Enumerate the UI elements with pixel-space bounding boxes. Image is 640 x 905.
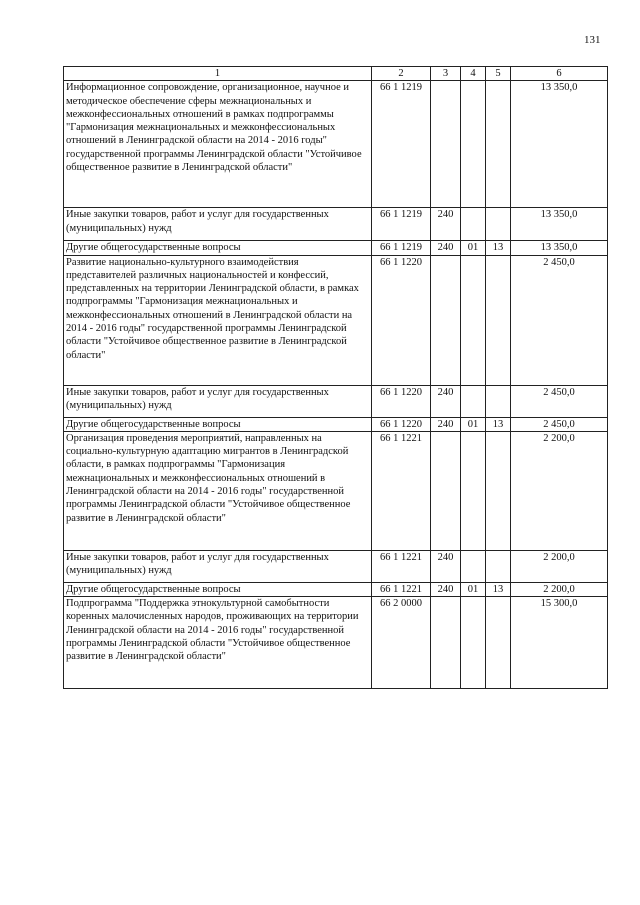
row-amount: 2 450,0	[511, 385, 608, 417]
row-name: Другие общегосударственные вопросы	[64, 241, 372, 255]
row-amount: 2 200,0	[511, 550, 608, 582]
row-subsection	[486, 550, 511, 582]
row-expense-type	[431, 597, 461, 689]
row-amount: 2 200,0	[511, 431, 608, 550]
row-name: Иные закупки товаров, работ и услуг для государственных (муниципальных) нужд	[64, 550, 372, 582]
row-section	[461, 208, 486, 241]
row-name: Иные закупки товаров, работ и услуг для государственных (муниципальных) нужд	[64, 208, 372, 241]
row-target-code: 66 1 1219	[372, 208, 431, 241]
table-row	[64, 255, 608, 385]
row-section	[461, 255, 486, 385]
header-cell-3: 3	[431, 67, 461, 81]
row-target-code: 66 1 1221	[372, 582, 431, 596]
row-expense-type	[431, 81, 461, 208]
row-subsection	[486, 255, 511, 385]
row-expense-type: 240	[431, 550, 461, 582]
row-subsection: 13	[486, 582, 511, 596]
row-target-code: 66 1 1220	[372, 255, 431, 385]
row-target-code: 66 1 1221	[372, 550, 431, 582]
row-section	[461, 385, 486, 417]
row-amount: 13 350,0	[511, 81, 608, 208]
row-expense-type	[431, 431, 461, 550]
row-expense-type: 240	[431, 208, 461, 241]
row-target-code: 66 1 1220	[372, 417, 431, 431]
row-section	[461, 597, 486, 689]
row-target-code: 66 1 1219	[372, 241, 431, 255]
page-number: 131	[584, 34, 601, 46]
row-expense-type: 240	[431, 417, 461, 431]
row-section: 01	[461, 241, 486, 255]
row-name: Иные закупки товаров, работ и услуг для государственных (муниципальных) нужд	[64, 385, 372, 417]
row-amount: 13 350,0	[511, 241, 608, 255]
table-row	[64, 417, 608, 431]
budget-table	[63, 66, 608, 689]
row-name: Другие общегосударственные вопросы	[64, 582, 372, 596]
row-amount: 2 450,0	[511, 417, 608, 431]
table-header-row	[64, 67, 608, 81]
row-section	[461, 431, 486, 550]
row-target-code: 66 1 1219	[372, 81, 431, 208]
row-amount: 2 200,0	[511, 582, 608, 596]
row-section: 01	[461, 582, 486, 596]
row-expense-type: 240	[431, 582, 461, 596]
table-row	[64, 241, 608, 255]
row-amount: 2 450,0	[511, 255, 608, 385]
row-name: Развитие национально-культурного взаимодействия представителей различных национальностей и конфессий, представленных на территории Ленинградской области, в рамках подпрограммы "Гармонизация межнациональных и межконфессиональных отношений в Ленинградской области на 2014 - 2016 годы" государственной программы Ленинградской области "Устойчивое общественное развитие в Ленинградской области"	[64, 255, 372, 385]
row-subsection	[486, 597, 511, 689]
table-row	[64, 81, 608, 208]
header-cell-1: 1	[64, 67, 372, 81]
row-subsection	[486, 385, 511, 417]
row-amount: 13 350,0	[511, 208, 608, 241]
row-subsection: 13	[486, 241, 511, 255]
row-subsection	[486, 81, 511, 208]
row-section: 01	[461, 417, 486, 431]
table-row	[64, 208, 608, 241]
row-expense-type: 240	[431, 241, 461, 255]
row-expense-type	[431, 255, 461, 385]
header-cell-5: 5	[486, 67, 511, 81]
header-cell-4: 4	[461, 67, 486, 81]
row-expense-type: 240	[431, 385, 461, 417]
row-target-code: 66 2 0000	[372, 597, 431, 689]
table-row	[64, 431, 608, 550]
row-subsection	[486, 208, 511, 241]
header-cell-6: 6	[511, 67, 608, 81]
row-target-code: 66 1 1221	[372, 431, 431, 550]
row-name: Организация проведения мероприятий, направленных на социально-культурную адаптацию мигрантов в Ленинградской области, в рамках подпрограммы "Гармонизация межнациональных и межконфессиональных отношений в Ленинградской области на 2014 - 2016 годы" государственной программы Ленинградской области "Устойчивое общественное развитие в Ленинградской области"	[64, 431, 372, 550]
table-row	[64, 385, 608, 417]
header-cell-2: 2	[372, 67, 431, 81]
row-amount: 15 300,0	[511, 597, 608, 689]
row-name: Другие общегосударственные вопросы	[64, 417, 372, 431]
row-target-code: 66 1 1220	[372, 385, 431, 417]
table-row	[64, 597, 608, 689]
row-name: Информационное сопровождение, организационное, научное и методическое обеспечение сферы межнациональных и межконфессиональных отношений в рамках подпрограммы "Гармонизация межнациональных и межконфессиональных отношений в Ленинградской области на 2014 - 2016 годы" государственной программы Ленинградской области "Устойчивое общественное развитие в Ленинградской области"	[64, 81, 372, 208]
row-name: Подпрограмма "Поддержка этнокультурной самобытности коренных малочисленных народов, проживающих на территории Ленинградской области на 2014 - 2016 годы" государственной программы Ленинградской области "Устойчивое общественное развитие в Ленинградской области"	[64, 597, 372, 689]
row-subsection: 13	[486, 417, 511, 431]
row-subsection	[486, 431, 511, 550]
row-section	[461, 81, 486, 208]
table-row	[64, 582, 608, 596]
row-section	[461, 550, 486, 582]
table-row	[64, 550, 608, 582]
